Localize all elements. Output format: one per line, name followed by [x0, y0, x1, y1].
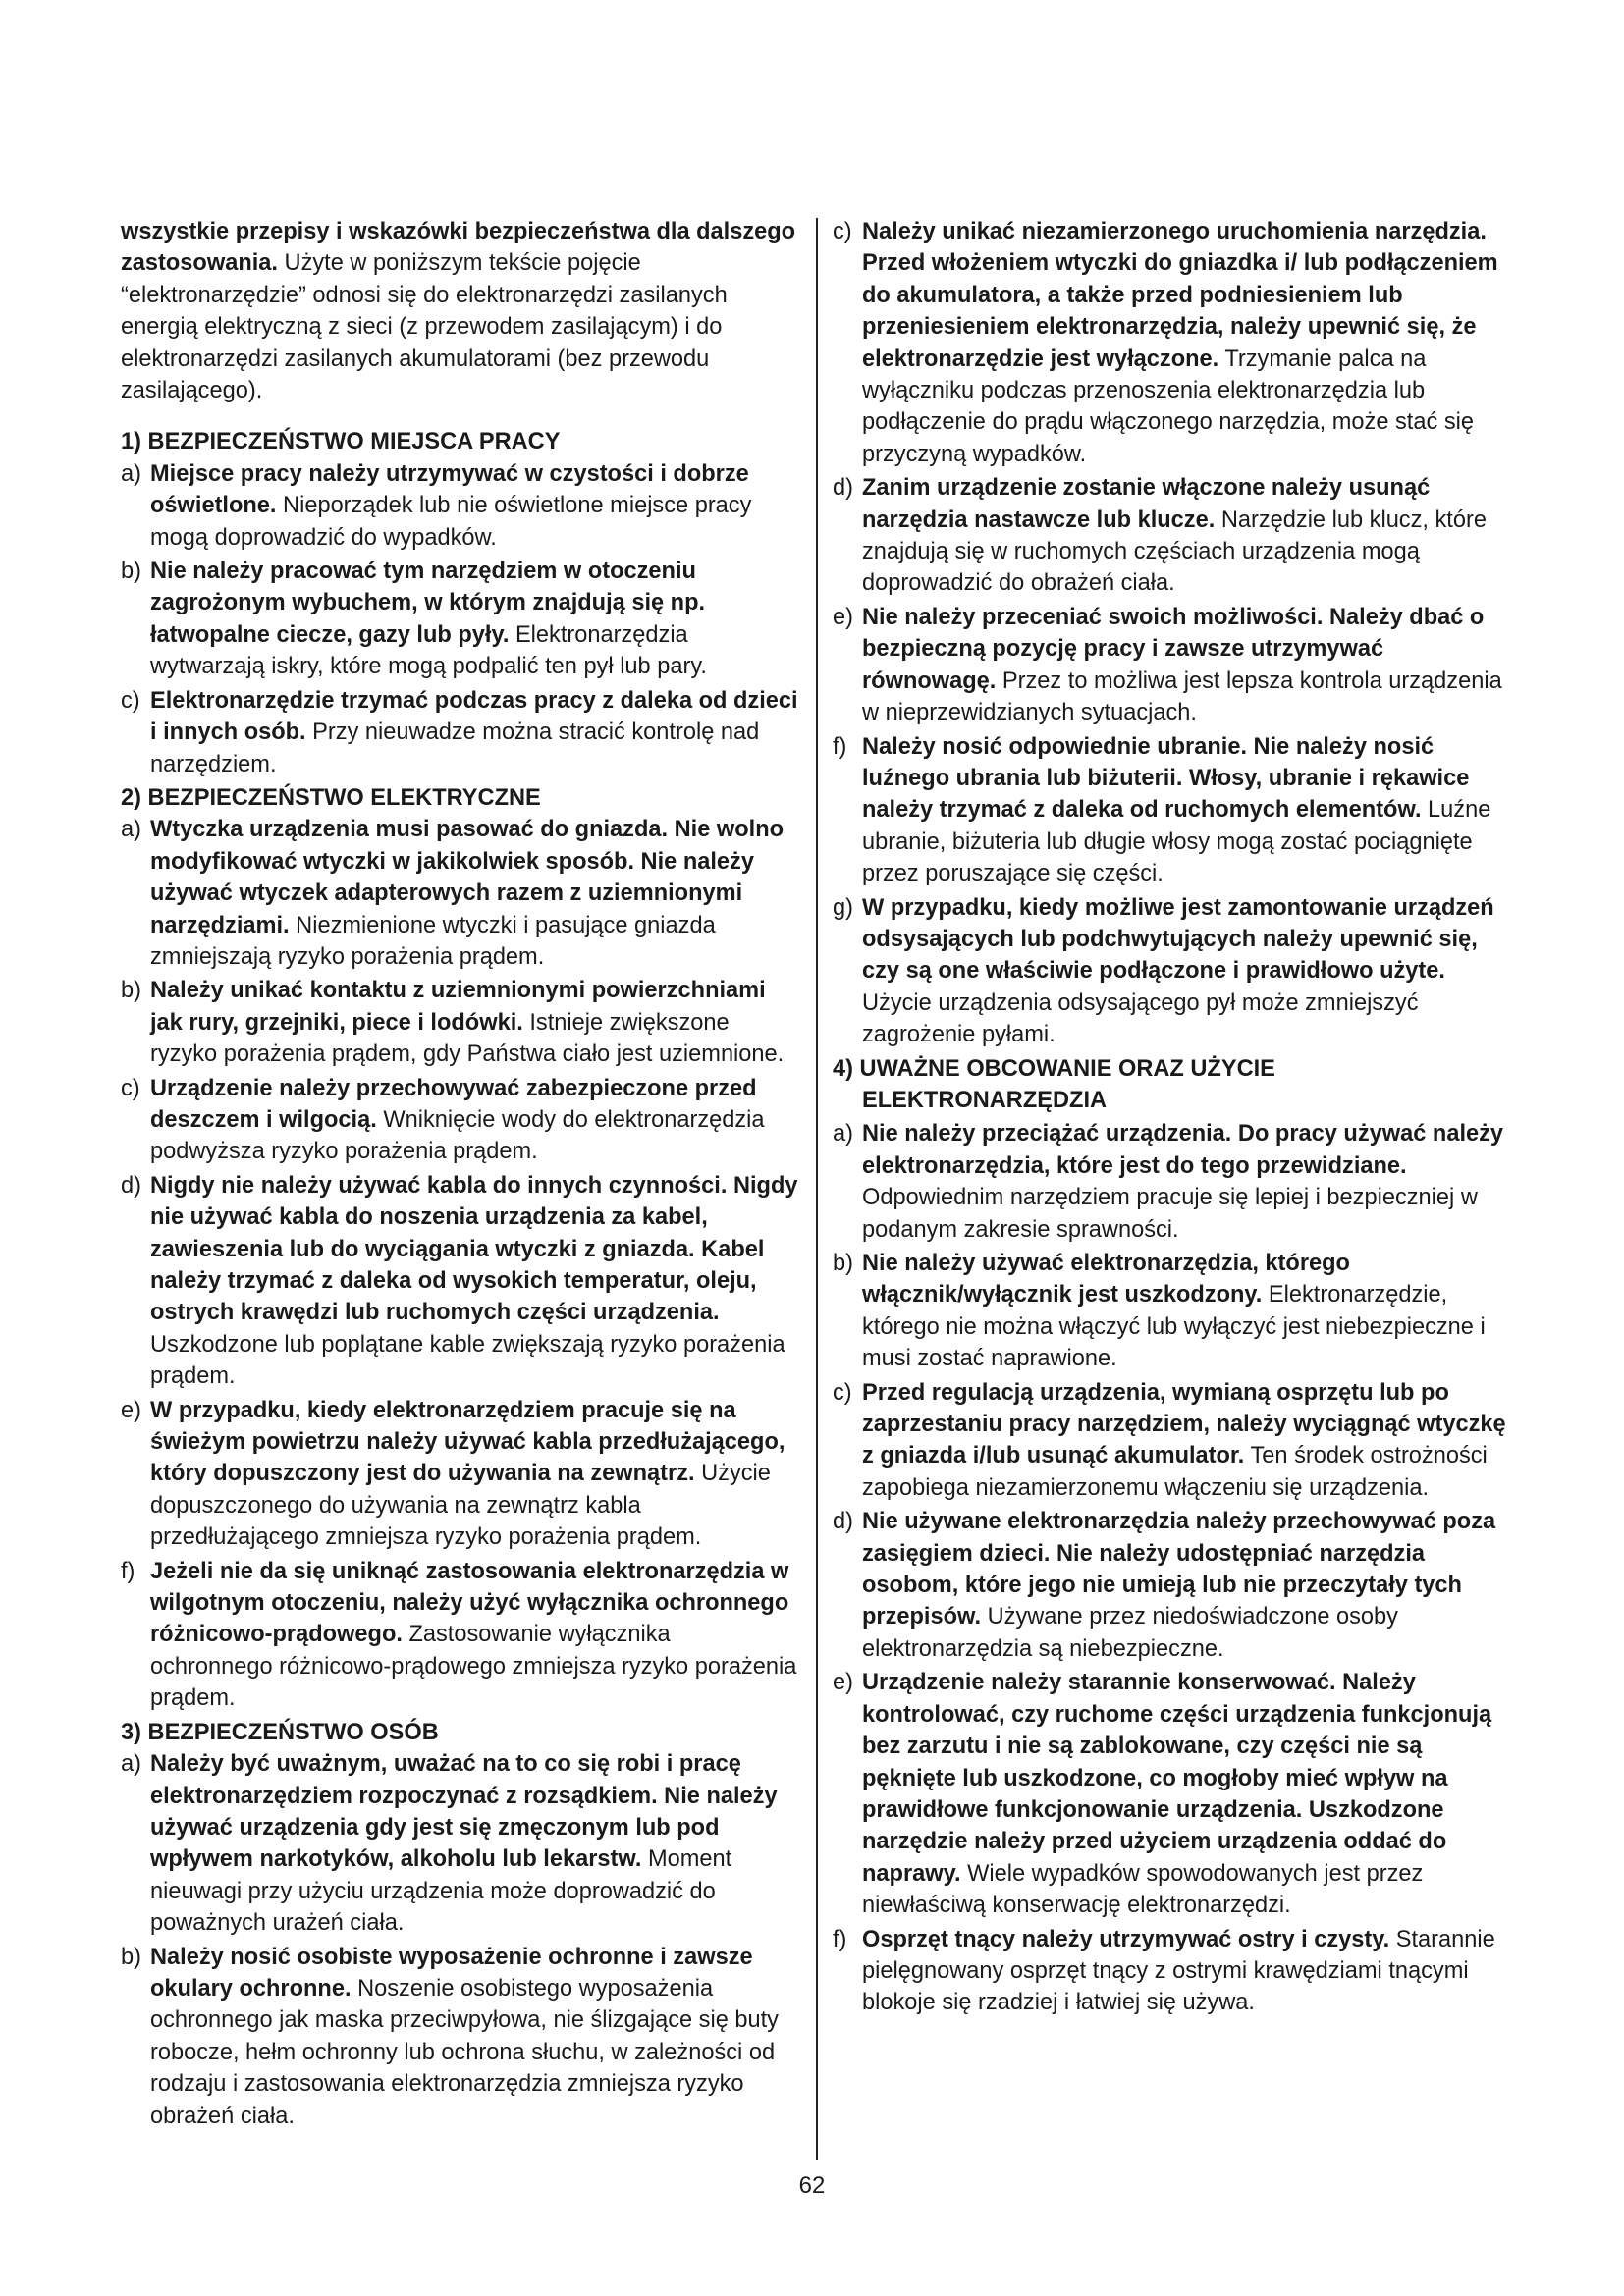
list-item: a) Należy być uważnym, uważać na to co się robi i pracę elektronarzędziem rozpoczynać z rozsądkiem. Nie należy używać urządzenia gdy jest się zmęczonym lub pod wpływem narkotyków, alkoholu lub lekarstw. Moment nieuwagi przy użyciu urządzenia może doprowadzić do poważnych urażeń ciała. — [121, 1751, 778, 1937]
section-heading-3: 3) BEZPIECZEŃSTWO OSÓB — [121, 1719, 439, 1745]
section-heading-2: 2) BEZPIECZEŃSTWO ELEKTRYCZNE — [121, 784, 541, 811]
list-item: d) Zanim urządzenie zostanie włączone należy usunąć narzędzia nastawcze lub klucze. Narzędzie lub klucz, które znajdują się w ruchomych częściach urządzenia mogą doprowadzić do obrażeń ciała. — [833, 475, 1487, 597]
section-heading-1: 1) BEZPIECZEŃSTWO MIEJSCA PRACY — [121, 429, 561, 455]
column-divider — [816, 218, 818, 2160]
intro-paragraph — [121, 216, 798, 406]
section-heading-4: 4) UWAŻNE OBCOWANIE ORAZ UŻYCIE ELEKTRONARZĘDZIA — [833, 1055, 1275, 1113]
intro-bold: wszystkie przepisy i wskazówki bezpieczeństwa dla dalszego zastosowania. — [121, 219, 796, 277]
right-column — [833, 216, 1508, 2021]
list-item: b) Nie należy używać elektronarzędzia, którego włącznik/wyłącznik jest uszkodzony. Elektronarzędzie, którego nie można włączyć lub wyłączyć jest niebezpieczne i musi zostać naprawione. — [833, 1251, 1486, 1372]
list-item: c) Elektronarzędzie trzymać podczas pracy z daleka od dzieci i innych osób. Przy nieuwadze można stracić kontrolę nad narzędziem. — [121, 687, 798, 777]
list-item: e) W przypadku, kiedy elektronarzędziem pracuje się na świeżym powietrzu należy używać kabla przedłużającego, który dopuszczony jest do używania na zewnątrz. Użycie dopuszczonego do używania na zewnątrz kabla przedłużającego zmniejsza ryzyko porażenia prądem. — [121, 1397, 785, 1551]
list-item: e) Nie należy przeceniać swoich możliwości. Należy dbać o bezpieczną pozycję pracy i zawsze utrzymywać równowagę. Przez to możliwa jest lepsza kontrola urządzenia w nieprzewidzianych sytuacjach. — [833, 604, 1502, 726]
page-number: 62 — [798, 2172, 826, 2199]
list-item: b) Należy unikać kontaktu z uziemnionymi powierzchniami jak rury, grzejniki, piece i lodówki. Istnieje zwiększone ryzyko porażenia prądem, gdy Państwa ciało jest uziemnione. — [121, 978, 785, 1068]
list-item: d) Nigdy nie należy używać kabla do innych czynności. Nigdy nie używać kabla do noszenia urządzenia za kabel, zawieszenia lub do wyciągania wtyczki z gniazda. Kabel należy trzymać z daleka od wysokich temperatur, oleju, ostrych krawędzi lub ruchomych części urządzenia. Uszkodzone lub poplątane kable zwiększają ryzyko porażenia prądem. — [121, 1172, 798, 1390]
list-item: b) Należy nosić osobiste wyposażenie ochronne i zawsze okulary ochronne. Noszenie osobistego wyposażenia ochronnego jak maska przeciwpyłowa, nie ślizgające się buty robocze, hełm ochronny lub ochrona słuchu, w zależności od rodzaju i zastosowania elektronarzędzia zmniejsza ryzyko obrażeń ciała. — [121, 1944, 779, 2129]
list-item: a) Nie należy przeciążać urządzenia. Do pracy używać należy elektronarzędzia, które jest do tego przewidziane. Odpowiednim narzędziem pracuje się lepiej i bezpieczniej w podanym zakresie sprawności. — [833, 1121, 1504, 1243]
list-item: a) Wtyczka urządzenia musi pasować do gniazda. Nie wolno modyfikować wtyczki w jakikolwiek sposób. Nie należy używać wtyczek adapterowych razem z uziemnionymi narzędziami. Niezmienione wtyczki i pasujące gniazda zmniejszają ryzyko porażenia prądem. — [121, 817, 785, 970]
list-item: e) Urządzenie należy starannie konserwować. Należy kontrolować, czy ruchome części urządzenia funkcjonują bez zarzutu i nie są zablokowane, czy części nie są pęknięte lub uszkodzone, co mogłoby mieć wpływ na prawidłowe funkcjonowanie urządzenia. Uszkodzone narzędzie należy przed użyciem urządzenia oddać do naprawy. Wiele wypadków spowodowanych jest przez niewłaściwą konserwację elektronarzędzi. — [833, 1670, 1492, 1919]
list-item: d) Nie używane elektronarzędzia należy przechowywać poza zasięgiem dzieci. Nie należy udostępniać narzędzia osobom, które jego nie umieją lub nie przeczytały tych przepisów. Używane przez niedoświadczone osoby elektronarzędzia są niebezpieczne. — [833, 1509, 1496, 1662]
intro-text: Użyte w poniższym tekście pojęcie “elektronarzędzie” odnosi się do elektronarzędzi zasilanych energią elektryczną z sieci (z przewodem zasilającym) i do elektronarzędzi zasilanych akumulatorami (bez przewodu zasilającego). — [121, 250, 728, 404]
list-item: f) Osprzęt tnący należy utrzymywać ostry i czysty. Starannie pielęgnowany osprzęt tnący z ostrymi krawędziami tnącymi blokoje się rzadziej i łatwiej się używa. — [833, 1926, 1495, 2016]
list-item: c) Przed regulacją urządzenia, wymianą osprzętu lub po zaprzestaniu pracy narzędziem, należy wyciągnąć wtyczkę z gniazda i/lub usunąć akumulator. Ten środek ostrożności zapobiega niezamierzonemu włączeniu się urządzenia. — [833, 1379, 1506, 1501]
list-item: c) Urządzenie należy przechowywać zabezpieczone przed deszczem i wilgocią. Wniknięcie wody do elektronarzędzia podwyższa ryzyko porażenia prądem. — [121, 1075, 765, 1165]
list-item: a) Miejsce pracy należy utrzymywać w czystości i dobrze oświetlone. Nieporządek lub nie oświetlone miejsce pracy mogą doprowadzić do wypadków. — [121, 460, 752, 551]
left-column — [121, 216, 798, 2134]
list-item: f) Jeżeli nie da się uniknąć zastosowania elektronarzędzia w wilgotnym otoczeniu, należy użyć wyłącznika ochronnego różnicowo-prądowego. Zastosowanie wyłącznika ochronnego różnicowo-prądowego zmniejsza ryzyko porażenia prądem. — [121, 1558, 797, 1712]
list-item: c) Należy unikać niezamierzonego uruchomienia narzędzia. Przed włożeniem wtyczki do gniazdka i/ lub podłączeniem do akumulatora, a także przed podniesieniem lub przeniesieniem elektronarzędzia, należy upewnić się, że elektronarzędzie jest wyłączone. Trzymanie palca na wyłączniku podczas przenoszenia elektronarzędzia lub podłączenie do prądu włączonego narzędzia, może stać się przyczyną wypadków. — [833, 219, 1498, 467]
list-item: b) Nie należy pracować tym narzędziem w otoczeniu zagrożonym wybuchem, w którym znajdują się np. łatwopalne ciecze, gazy lub pyły. Elektronarzędzia wytwarzają iskry, które mogą podpalić ten pył lub pary. — [121, 559, 707, 680]
list-item: f) Należy nosić odpowiednie ubranie. Nie należy nosić luźnego ubrania lub biżuterii. Włosy, ubranie i rękawice należy trzymać z daleka od ruchomych elementów. Luźne ubranie, biżuteria lub długie włosy mogą zostać pociągnięte przez poruszające się części. — [833, 733, 1491, 887]
list-item: g) W przypadku, kiedy możliwe jest zamontowanie urządzeń odsysających lub podchwytujących należy upewnić się, czy są one właściwie podłączone i prawidłowo użyte. Użycie urządzenia odsysającego pył może zmniejszyć zagrożenie pyłami. — [833, 894, 1494, 1048]
